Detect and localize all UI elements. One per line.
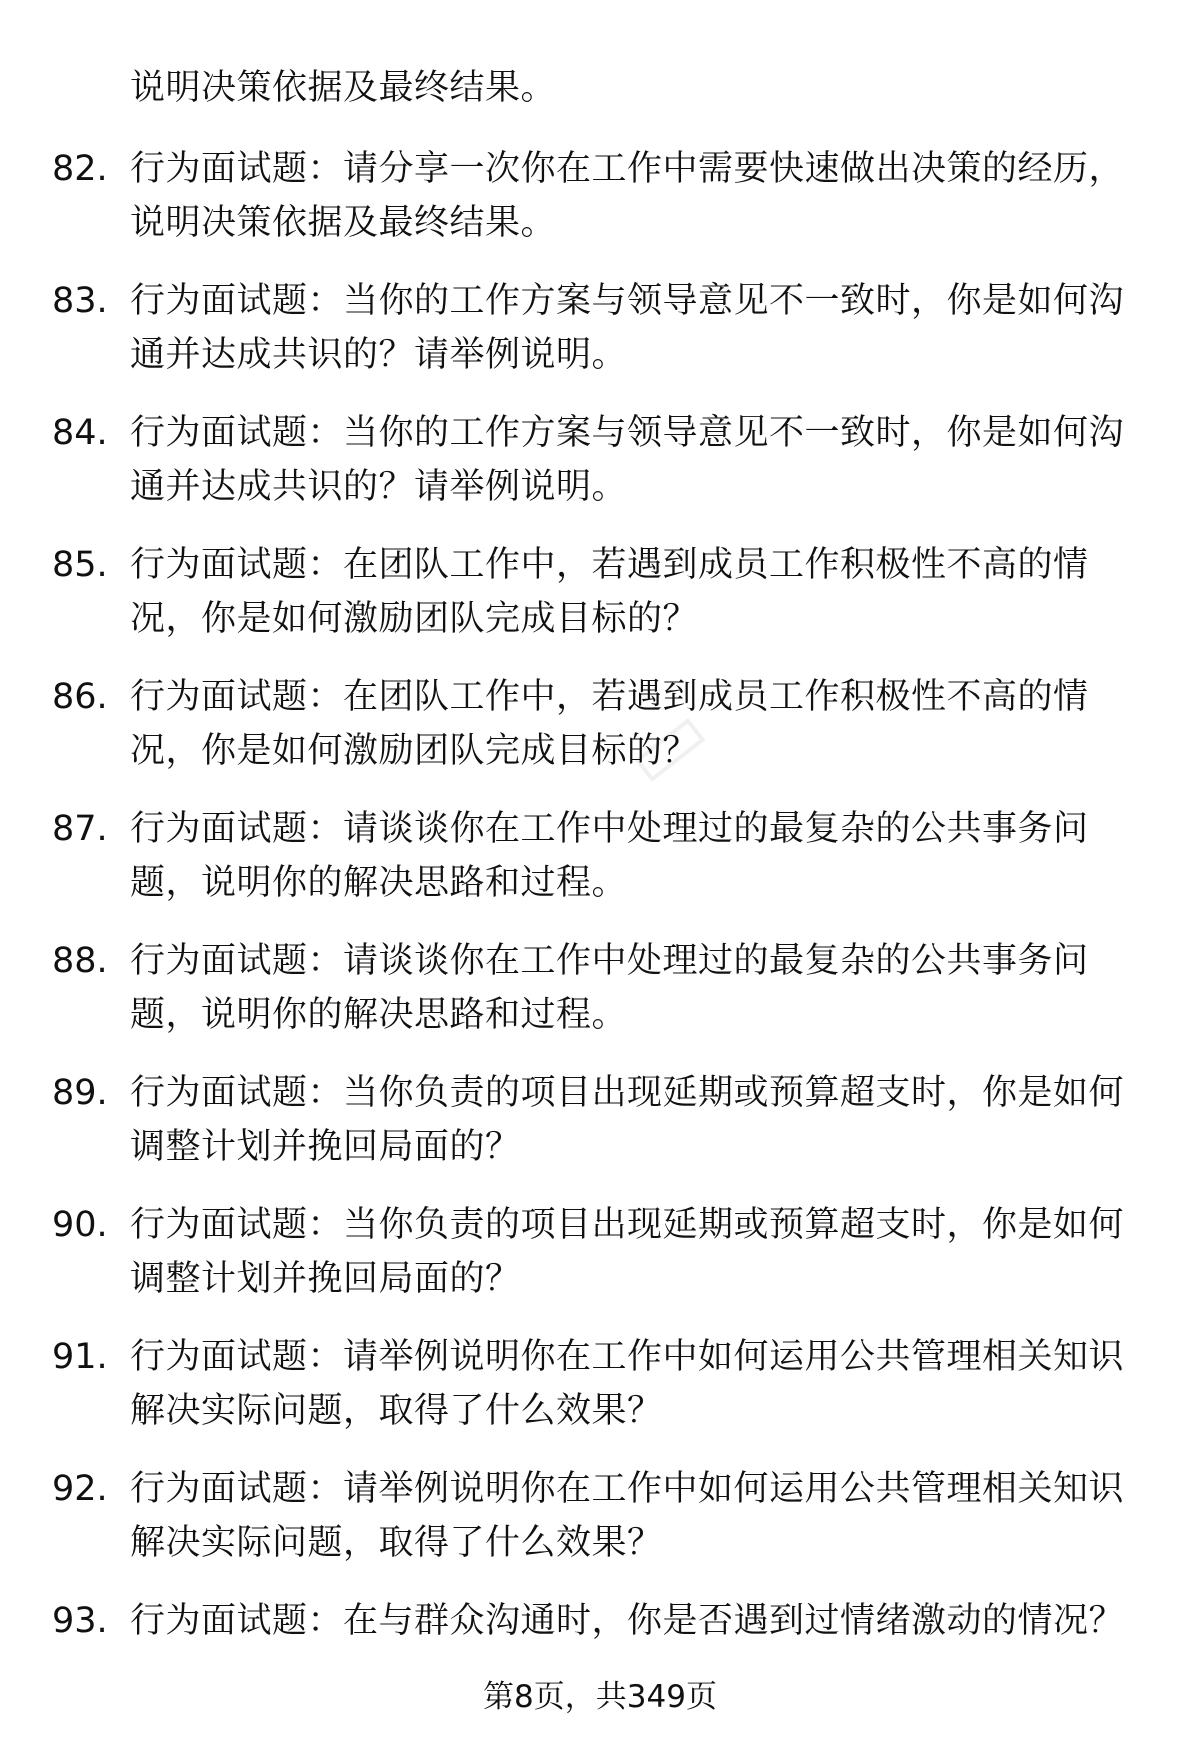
question-line: 通并达成共识的？请举例说明。 [130, 335, 628, 375]
question-number: 90. [52, 1205, 108, 1245]
question-line: 行为面试题：当你负责的项目出现延期或预算超支时，你是如何 [130, 1205, 1125, 1245]
question-line: 行为面试题：请分享一次你在工作中需要快速做出决策的经历， [130, 149, 1125, 189]
question-item [0, 670, 1200, 802]
question-text [130, 406, 1150, 514]
question-line: 说明决策依据及最终结果。 [130, 203, 557, 243]
question-item [0, 538, 1200, 670]
question-line: 行为面试题：请谈谈你在工作中处理过的最复杂的公共事务问 [130, 941, 1089, 981]
question-line: 调整计划并挽回局面的？ [130, 1259, 521, 1299]
question-text [130, 1462, 1150, 1570]
question-text [130, 142, 1150, 250]
question-item [0, 1198, 1200, 1330]
question-item [0, 1066, 1200, 1198]
question-line: 行为面试题：当你的工作方案与领导意见不一致时，你是如何沟 [130, 281, 1125, 321]
question-text [130, 1198, 1150, 1306]
question-text [130, 670, 1150, 778]
question-number: 84. [52, 413, 108, 453]
question-number: 93. [52, 1601, 108, 1641]
question-line: 解决实际问题，取得了什么效果？ [130, 1391, 663, 1431]
question-item [0, 1330, 1200, 1462]
question-item [0, 274, 1200, 406]
question-number: 89. [52, 1073, 108, 1113]
question-line: 行为面试题：当你的工作方案与领导意见不一致时，你是如何沟 [130, 413, 1125, 453]
question-number: 83. [52, 281, 108, 321]
question-text [130, 934, 1150, 1042]
question-line: 通并达成共识的？请举例说明。 [130, 467, 628, 507]
question-line: 行为面试题：在团队工作中，若遇到成员工作积极性不高的情 [130, 677, 1089, 717]
question-item [0, 1462, 1200, 1594]
question-number: 87. [52, 809, 108, 849]
question-number: 92. [52, 1469, 108, 1509]
question-line: 况，你是如何激励团队完成目标的？ [130, 731, 699, 771]
question-item [0, 406, 1200, 538]
question-number: 88. [52, 941, 108, 981]
question-number: 85. [52, 545, 108, 585]
question-text [130, 538, 1150, 646]
question-line: 行为面试题：请举例说明你在工作中如何运用公共管理相关知识 [130, 1469, 1125, 1509]
question-line: 行为面试题：当你负责的项目出现延期或预算超支时，你是如何 [130, 1073, 1125, 1113]
question-number: 86. [52, 677, 108, 717]
question-text [130, 1594, 1150, 1648]
question-number: 82. [52, 149, 108, 189]
question-line: 解决实际问题，取得了什么效果？ [130, 1523, 663, 1563]
question-line: 行为面试题：请举例说明你在工作中如何运用公共管理相关知识 [130, 1337, 1125, 1377]
continuation-line: 说明决策依据及最终结果。 [130, 68, 557, 108]
question-line: 行为面试题：请谈谈你在工作中处理过的最复杂的公共事务问 [130, 809, 1089, 849]
question-line: 行为面试题：在与群众沟通时，你是否遇到过情绪激动的情况？ [130, 1601, 1125, 1641]
question-item [0, 802, 1200, 934]
question-text [130, 802, 1150, 910]
question-item [0, 142, 1200, 274]
question-list [0, 142, 1200, 1726]
question-item [0, 934, 1200, 1066]
question-text [130, 1330, 1150, 1438]
question-text [130, 1066, 1150, 1174]
question-line: 况，你是如何激励团队完成目标的？ [130, 599, 699, 639]
question-text [130, 274, 1150, 382]
page-footer: 第8页，共349页 [483, 1679, 717, 1715]
question-line: 题，说明你的解决思路和过程。 [130, 863, 628, 903]
question-line: 调整计划并挽回局面的？ [130, 1127, 521, 1167]
question-line: 行为面试题：在团队工作中，若遇到成员工作积极性不高的情 [130, 545, 1089, 585]
question-number: 91. [52, 1337, 108, 1377]
question-line: 题，说明你的解决思路和过程。 [130, 995, 628, 1035]
